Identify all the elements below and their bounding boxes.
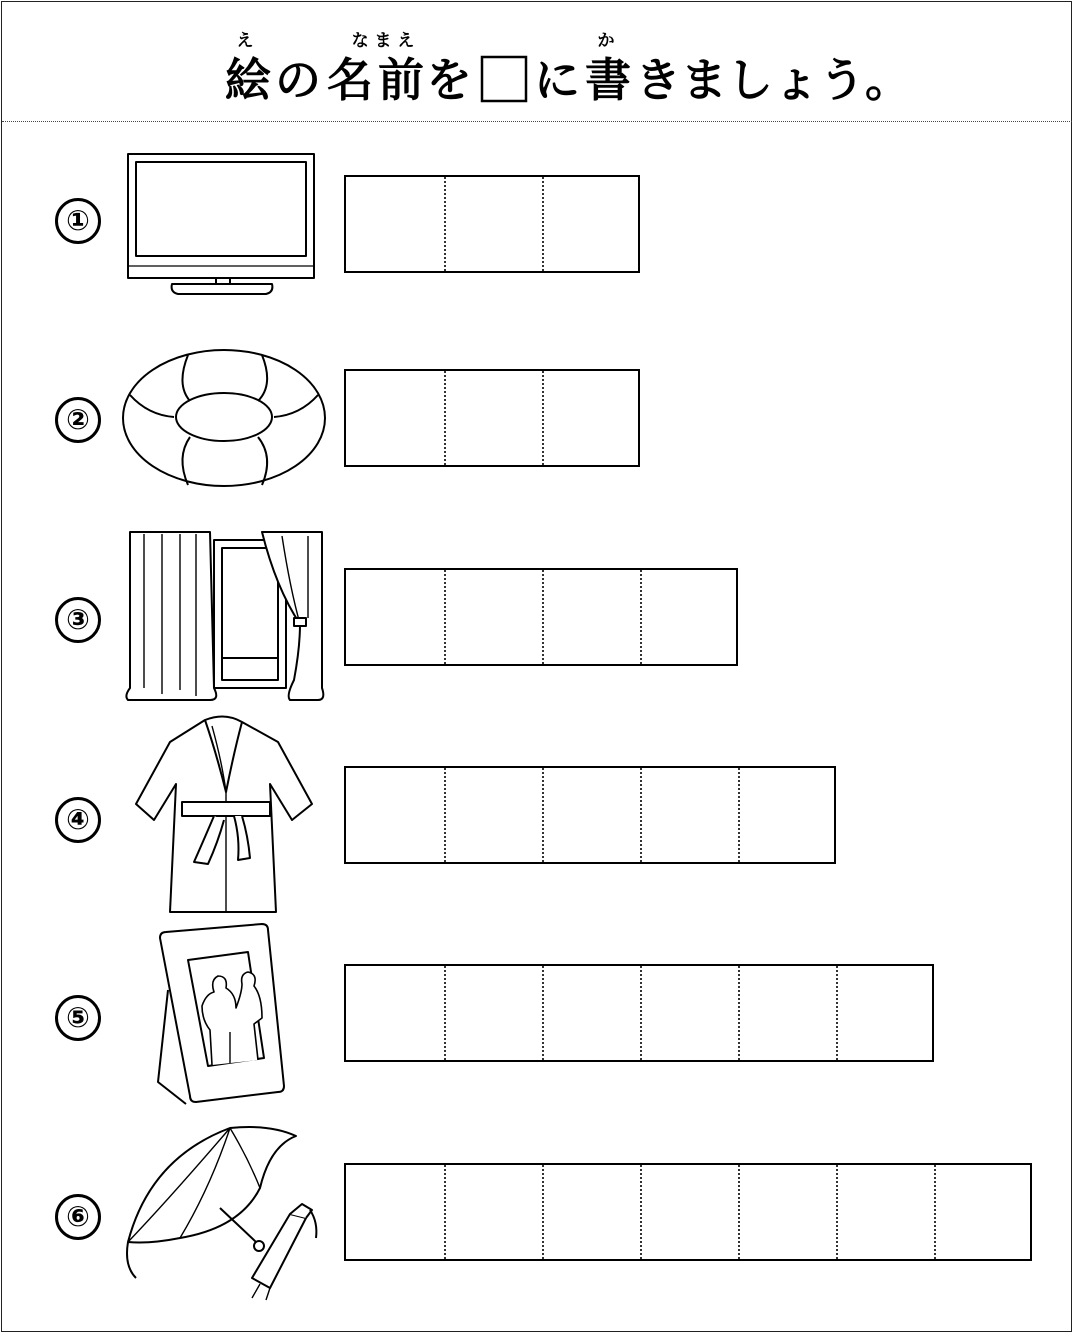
- answer-cell[interactable]: [542, 768, 640, 862]
- header-divider: [2, 121, 1072, 122]
- ruby-ka: か: [597, 31, 615, 51]
- title-kanji-e: 絵: [225, 53, 271, 107]
- answer-cell[interactable]: [444, 177, 542, 271]
- title-square-icon: [482, 57, 526, 101]
- item-number-5: ⑤: [55, 995, 101, 1041]
- answer-box-3[interactable]: [344, 568, 738, 666]
- answer-cell[interactable]: [836, 1165, 934, 1259]
- answer-cell[interactable]: [738, 768, 836, 862]
- item-number-6: ⑥: [55, 1194, 101, 1240]
- answer-cell[interactable]: [542, 1165, 640, 1259]
- item-number-4: ④: [55, 797, 101, 843]
- answer-cell[interactable]: [346, 371, 444, 465]
- swim-ring-icon: [118, 345, 333, 495]
- curtain-window-icon: [122, 528, 332, 708]
- answer-box-4[interactable]: [344, 766, 836, 864]
- answer-cell[interactable]: [738, 966, 836, 1060]
- title-kanji-mae: 前: [378, 53, 424, 107]
- answer-cell[interactable]: [542, 966, 640, 1060]
- answer-cell[interactable]: [346, 570, 444, 664]
- answer-cell[interactable]: [738, 1165, 836, 1259]
- answer-cell[interactable]: [640, 570, 738, 664]
- title-kanji-kaku: 書: [585, 53, 631, 107]
- item-number-1: ①: [55, 198, 101, 244]
- answer-cell[interactable]: [542, 177, 640, 271]
- answer-cell[interactable]: [444, 371, 542, 465]
- answer-cell[interactable]: [640, 768, 738, 862]
- title-ni: に: [534, 53, 580, 107]
- answer-cell[interactable]: [542, 570, 640, 664]
- answer-box-1[interactable]: [344, 175, 640, 273]
- answer-cell[interactable]: [542, 371, 640, 465]
- answer-cell[interactable]: [444, 966, 542, 1060]
- answer-cell[interactable]: [346, 966, 444, 1060]
- title-kanji-na: 名: [327, 53, 373, 107]
- answer-box-6[interactable]: [344, 1163, 1032, 1261]
- item-number-3: ③: [55, 597, 101, 643]
- title-no: の: [275, 53, 321, 107]
- answer-cell[interactable]: [346, 1165, 444, 1259]
- photo-frame-icon: [150, 920, 300, 1106]
- answer-cell[interactable]: [346, 177, 444, 271]
- answer-cell[interactable]: [444, 1165, 542, 1259]
- answer-cell[interactable]: [640, 966, 738, 1060]
- title-rest: きましょう。: [635, 53, 911, 107]
- worksheet-title: [0, 0, 1075, 122]
- bathrobe-icon: [130, 712, 320, 918]
- title-wo: を: [426, 53, 472, 107]
- answer-cell[interactable]: [640, 1165, 738, 1259]
- answer-cell[interactable]: [346, 768, 444, 862]
- answer-box-5[interactable]: [344, 964, 934, 1062]
- answer-cell[interactable]: [444, 570, 542, 664]
- umbrella-icon: [120, 1118, 330, 1304]
- answer-cell[interactable]: [836, 966, 934, 1060]
- ruby-namae: な ま え: [351, 31, 415, 51]
- answer-cell[interactable]: [444, 768, 542, 862]
- television-icon: [122, 150, 322, 300]
- answer-cell[interactable]: [934, 1165, 1032, 1259]
- item-number-2: ②: [55, 397, 101, 443]
- ruby-e: え: [236, 31, 254, 51]
- answer-box-2[interactable]: [344, 369, 640, 467]
